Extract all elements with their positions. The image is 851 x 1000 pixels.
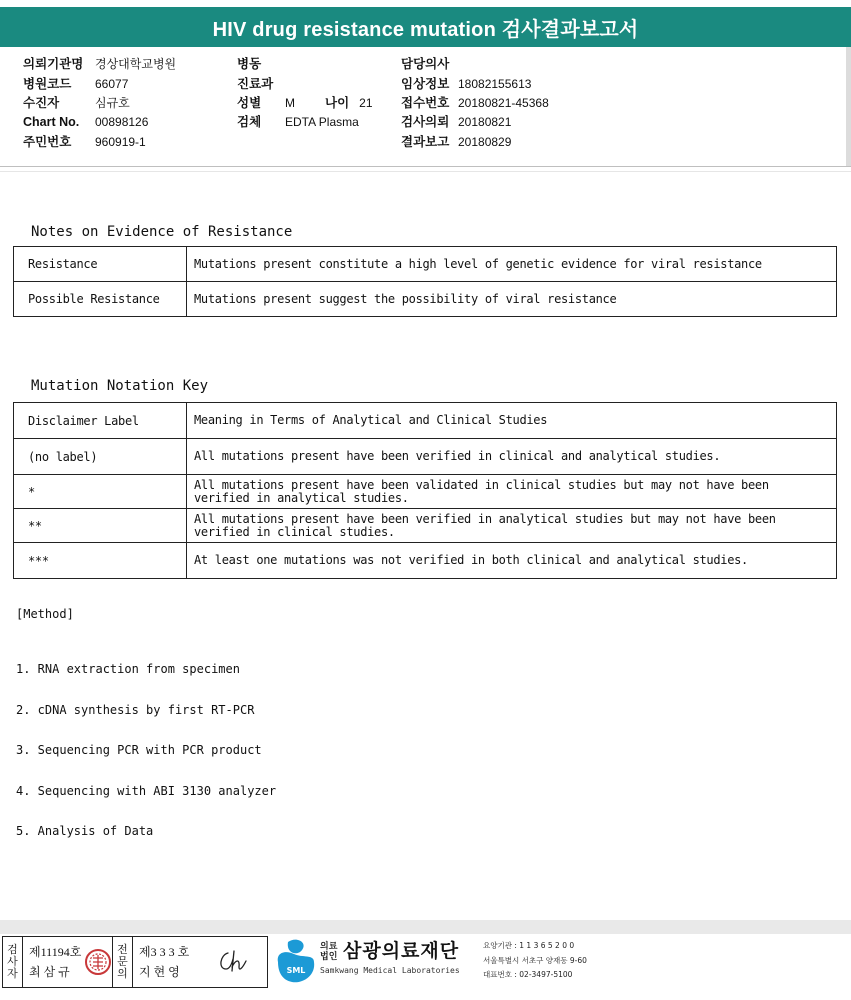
info-value: 66077 [95,76,129,91]
patient-info-col2 [237,55,373,133]
table-row [14,403,837,439]
method-step: 2. cDNA synthesis by first RT-PCR [16,702,255,717]
info-label: 검사의뢰 [401,115,450,130]
info-label: 병원코드 [23,76,72,91]
info-value: 00898126 [95,115,149,130]
table-row [14,282,837,317]
info-row-report-date [401,133,549,152]
info-label: 접수번호 [401,95,450,110]
info-label: 임상정보 [401,76,450,91]
key-section-title: Mutation Notation Key [31,378,209,394]
table-cell-key: ** [14,509,187,543]
info-label: 병동 [237,57,262,72]
method-step: 5. Analysis of Data [16,824,154,838]
info-row-receipt-no [401,94,549,113]
info-row-institution [23,55,176,74]
examiner-info [23,937,83,987]
info-label: 주민번호 [23,134,72,149]
notes-section-title: Notes on Evidence of Resistance [31,224,293,240]
role-char: 검 [7,944,18,956]
sml-logo-icon [272,936,320,986]
info-row-department [237,74,373,93]
info-label: 진료과 [237,76,274,91]
info-value: 20180829 [458,134,512,149]
org-phone: 대표번호 : 02-3497-5100 [483,970,573,979]
table-cell-value: Mutations present constitute a high level of genetic evidence for viral resistance [187,247,837,282]
info-value: 18082155613 [458,76,532,91]
info-row-hospital-code [23,74,176,93]
info-label: Chart No. [23,115,80,130]
method-title: [Method] [16,607,74,621]
table-row [14,247,837,282]
info-value: 960919-1 [95,134,146,149]
notation-key-table [13,402,837,579]
notes-table [13,246,837,317]
table-cell-key: *** [14,543,187,579]
examiner-name: 최 삼 규 [29,965,70,979]
info-label: 의뢰기관명 [23,57,84,72]
info-label-age: 나이 [325,95,350,110]
signature-box [2,936,268,988]
org-code: 요양기관 : 1 1 3 6 5 2 0 0 [483,941,575,950]
role-char: 문 [117,956,128,968]
info-value: 20180821-45368 [458,95,549,110]
table-cell-value: Mutations present suggest the possibility of viral resistance [187,282,837,317]
table-cell-value: All mutations present have been verified in clinical and analytical studies. [187,439,837,475]
header-divider-light [0,171,851,172]
info-label: 결과보고 [401,134,450,149]
info-label: 수진자 [23,95,60,110]
table-row [14,475,837,509]
info-value-sex: M [285,95,295,110]
examiner-role-label [3,937,23,987]
reviewer-info [133,937,197,987]
reviewer-name: 지 현 영 [139,965,180,979]
org-prefix-line: 법인 [320,952,338,962]
footer-gray-band [0,920,851,934]
header-divider [0,166,851,167]
method-step: 1. RNA extraction from specimen [16,662,240,676]
info-row-specimen [237,113,373,132]
info-row-id-number [23,133,176,152]
role-char: 자 [7,968,18,980]
table-cell-value: All mutations present have been verified in analytical studies but may not have been verified in clinical studies. [187,509,837,543]
org-address: 서울특별시 서초구 양재동 9-60 [483,955,587,965]
table-cell-value: At least one mutations was not verified in both clinical and analytical studies. [187,543,837,579]
method-step: 4. Sequencing with ABI 3130 analyzer [16,783,277,798]
report-title-bar [0,7,851,47]
info-label: 담당의사 [401,57,450,72]
method-step: 3. Sequencing PCR with PCR product [16,743,262,757]
org-contact-info [483,939,587,983]
page-edge-shadow [846,47,851,167]
org-prefix-line: 의료 [320,942,338,952]
role-char: 의 [117,968,128,980]
examiner-license: 제11194호 [29,945,82,959]
table-cell-key: (no label) [14,439,187,475]
patient-info-col3 [401,55,549,152]
org-english-name: Samkwang Medical Laboratories [320,966,460,975]
table-row [14,439,837,475]
info-value: EDTA Plasma [285,115,359,130]
reviewer-role-label [113,937,133,987]
info-row-chart-no [23,113,176,132]
info-row-sex-age [237,94,373,113]
patient-info-col1 [23,55,176,152]
info-value: 심규호 [95,95,130,110]
info-row-request-date [401,113,549,132]
table-cell-key: * [14,475,187,509]
table-cell-value: Meaning in Terms of Analytical and Clinical Studies [187,403,837,439]
info-label: 검체 [237,115,262,130]
info-row-physician [401,55,549,74]
reviewer-license: 제3 3 3 호 [139,945,190,959]
table-row [14,509,837,543]
table-row [14,543,837,579]
table-cell-key: Possible Resistance [14,282,187,317]
logo-text: SML [286,966,306,975]
info-value: 20180821 [458,115,512,130]
info-row-clinical-info [401,74,549,93]
info-label-sex: 성별 [237,95,262,110]
seal-stamp-icon [83,937,113,987]
org-name: 삼광의료재단 [343,940,460,962]
method-steps [16,636,276,852]
info-row-patient [23,94,176,113]
org-prefix [320,942,337,962]
report-title: HIV drug resistance mutation 검사결과보고서 [212,18,639,41]
info-row-ward [237,55,373,74]
signature-icon [197,937,267,987]
table-cell-key: Resistance [14,247,187,282]
info-value-age: 21 [359,95,373,110]
table-cell-key: Disclaimer Label [14,403,187,439]
role-char: 전 [117,944,128,956]
table-cell-value: All mutations present have been validated in clinical studies but may not have been verified in analytical studies. [187,475,837,509]
role-char: 사 [7,956,18,968]
info-value: 경상대학교병원 [95,57,177,72]
